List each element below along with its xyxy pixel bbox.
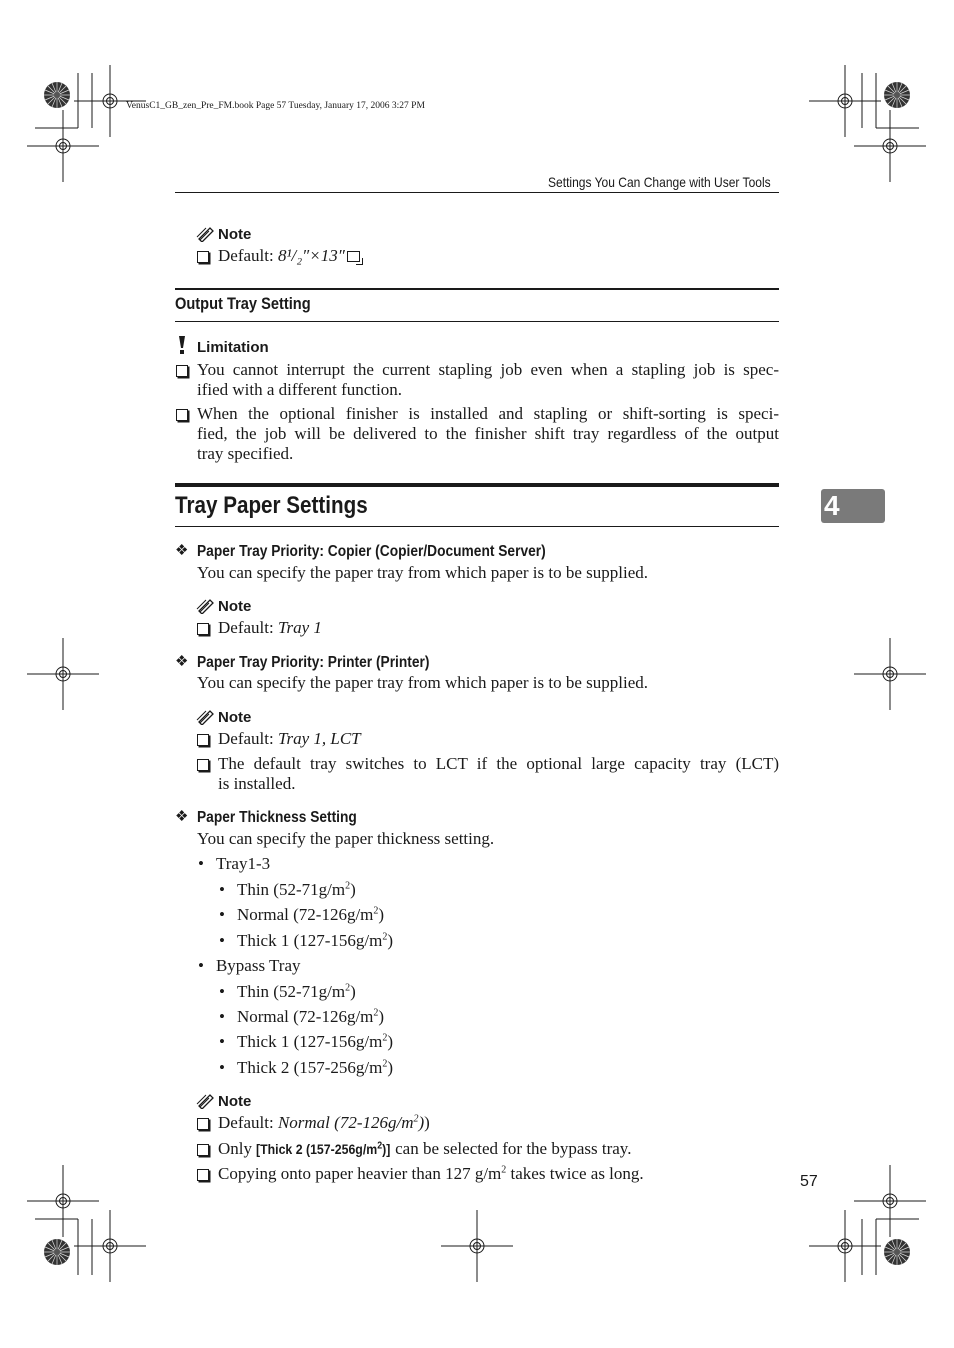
checkbox-bullet-icon xyxy=(197,251,209,263)
list-item: • Normal $(72-126g/m^2)$ xyxy=(219,905,385,924)
diamond-bullet-icon: ❖ xyxy=(175,808,189,825)
checkbox-bullet-icon xyxy=(176,365,188,377)
note2-item: Default: Tray 1 xyxy=(196,618,322,638)
pencil-note-icon xyxy=(196,224,216,242)
paper-orientation-icon xyxy=(347,251,360,262)
chapter-tab xyxy=(821,489,885,523)
registration-mark-icon xyxy=(854,1165,926,1237)
pencil-note-icon xyxy=(196,596,216,614)
default-value: Normal $(72-126g/m^2)$ xyxy=(277,1113,425,1132)
thickness-group-2: • Bypass Tray xyxy=(198,956,301,975)
registration-mark-icon xyxy=(809,1210,881,1282)
section-title: Tray Paper Settings xyxy=(175,492,368,519)
diamond-bullet-icon: ❖ xyxy=(175,542,189,559)
section-bottom-rule xyxy=(175,526,779,527)
copier-priority-heading: Paper Tray Priority: Copier (Copier/Document Server) xyxy=(197,543,546,560)
color-wheel-icon xyxy=(44,82,70,108)
note3-item-2: The default tray switches to LCT if the optional large capacity tray (LCT) is installed. xyxy=(196,754,779,794)
running-header: Settings You Can Change with User Tools xyxy=(548,174,771,190)
section-top-rule xyxy=(175,483,779,487)
list-item: • Normal $(72-126g/m^2)$ xyxy=(219,1007,385,1026)
note1-item xyxy=(196,246,360,266)
note3-item-1: Default: Tray 1, LCT xyxy=(196,729,361,749)
default-value: Tray 1, LCT xyxy=(277,729,361,748)
note-heading: Note xyxy=(218,598,252,615)
output-tray-top-rule xyxy=(175,288,779,290)
note4-item-2: Only [Thick 2 $(157-256g/m^2)$] can be selected for the bypass tray. xyxy=(196,1139,631,1159)
output-tray-bottom-rule xyxy=(175,321,779,322)
default-value: Tray 1 xyxy=(277,618,322,637)
thickness-group-1: • Tray1-3 xyxy=(198,854,271,873)
checkbox-bullet-icon xyxy=(197,1144,209,1156)
diamond-bullet-icon: ❖ xyxy=(175,653,189,670)
chapter-number: 4 xyxy=(824,490,840,521)
checkbox-bullet-icon xyxy=(176,409,188,421)
list-item: • Thin $(52-71g/m^2)$ xyxy=(219,880,356,899)
limitation-item-1: You cannot interrupt the current stapling job even when a stapling job is spec- ified with a different function. xyxy=(175,360,779,400)
header-rule xyxy=(175,192,779,193)
limitation-heading: Limitation xyxy=(197,339,269,356)
registration-mark-icon xyxy=(441,1210,513,1282)
list-item: • Thick 1 $(127-156g/m^2)$ xyxy=(219,931,394,950)
color-wheel-icon xyxy=(44,1239,70,1265)
note4-item-3: Copying onto paper heavier than 127 $g/m^2$ takes twice as long. xyxy=(196,1164,644,1184)
registration-mark-icon xyxy=(27,638,99,710)
color-wheel-icon xyxy=(884,82,910,108)
thickness-heading: Paper Thickness Setting xyxy=(197,809,357,826)
checkbox-bullet-icon xyxy=(197,1118,209,1130)
limitation-item-2: When the optional finisher is installed and stapling or shift-sorting is speci- fied, the job will be delivered to the finisher shift tray regardless of the output tray specified. xyxy=(175,404,779,464)
list-item: • Thick 1 $(127-156g/m^2)$ xyxy=(219,1032,394,1051)
thickness-body: You can specify the paper thickness setting. xyxy=(197,829,495,848)
checkbox-bullet-icon xyxy=(197,759,209,771)
checkbox-bullet-icon xyxy=(197,623,209,635)
page-number: 57 xyxy=(800,1173,818,1190)
note-heading: Note xyxy=(218,226,252,243)
key-label: [Thick 2 $(157-256g/m^2)$] xyxy=(256,1140,391,1157)
registration-mark-icon xyxy=(854,638,926,710)
exclamation-icon xyxy=(175,335,189,357)
default-label: Default: xyxy=(218,246,278,265)
copier-priority-body: You can specify the paper tray from which paper is to be supplied. xyxy=(197,563,649,582)
registration-mark-icon xyxy=(27,1165,99,1237)
output-tray-heading: Output Tray Setting xyxy=(175,294,311,313)
registration-mark-icon xyxy=(854,110,926,182)
note4-item-1: Default: Normal $(72-126g/m^2)$) xyxy=(196,1113,430,1133)
printer-priority-heading: Paper Tray Priority: Printer (Printer) xyxy=(197,654,430,671)
pencil-note-icon xyxy=(196,707,216,725)
registration-mark-icon xyxy=(27,110,99,182)
checkbox-bullet-icon xyxy=(197,1169,209,1181)
note-heading: Note xyxy=(218,1093,252,1110)
note-heading: Note xyxy=(218,709,252,726)
registration-mark-icon xyxy=(74,1210,146,1282)
printer-priority-body: You can specify the paper tray from which paper is to be supplied. xyxy=(197,673,649,692)
registration-mark-icon xyxy=(809,65,881,137)
color-wheel-icon xyxy=(884,1239,910,1265)
default-value: 8¹/₂″×13″ xyxy=(277,246,345,265)
file-info: VenusC1_GB_zen_Pre_FM.book Page 57 Tuesday, January 17, 2006 3:27 PM xyxy=(126,101,425,111)
list-item: • Thick 2 $(157-256g/m^2)$ xyxy=(219,1058,394,1077)
pencil-note-icon xyxy=(196,1091,216,1109)
list-item: • Thin $(52-71g/m^2)$ xyxy=(219,982,356,1001)
checkbox-bullet-icon xyxy=(197,734,209,746)
